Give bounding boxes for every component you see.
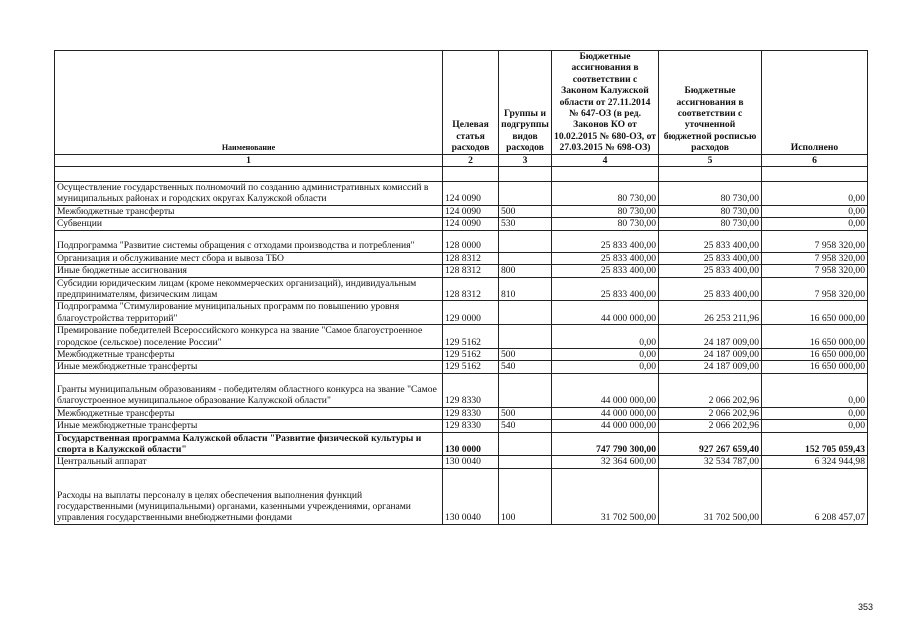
row-executed-amount: 6 324 944,98 — [762, 456, 868, 468]
row-target-code: 124 0090 — [443, 182, 499, 206]
row-executed-amount: 7 958 320,00 — [762, 277, 868, 301]
row-target-code: 128 8312 — [443, 277, 499, 301]
table-row — [55, 265, 868, 277]
row-refined-amount: 2 066 202,96 — [659, 420, 762, 432]
row-name: Иные бюджетные ассигнования — [55, 265, 443, 277]
row-refined-amount: 24 187 009,00 — [659, 361, 762, 373]
row-name: Подпрограмма "Стимулирование муниципальных программ по повышению уровня благоустройства территорий" — [55, 301, 443, 325]
table-row — [55, 301, 868, 325]
row-target-code: 129 8330 — [443, 407, 499, 419]
row-name: Центральный аппарат — [55, 456, 443, 468]
row-executed-amount: 7 958 320,00 — [762, 230, 868, 252]
row-expense-group — [499, 325, 552, 349]
header-group: Группы и подгруппы видов расходов — [499, 51, 552, 155]
table-row — [55, 432, 868, 456]
table-row — [55, 468, 868, 524]
row-executed-amount: 16 650 000,00 — [762, 348, 868, 360]
spacer-cell — [659, 167, 762, 182]
row-expense-group: 530 — [499, 218, 552, 230]
row-refined-amount: 2 066 202,96 — [659, 373, 762, 407]
row-executed-amount: 16 650 000,00 — [762, 301, 868, 325]
row-name: Межбюджетные трансферты — [55, 407, 443, 419]
row-refined-amount: 927 267 659,40 — [659, 432, 762, 456]
row-law-amount: 44 000 000,00 — [552, 420, 659, 432]
table-row — [55, 182, 868, 206]
row-name: Иные межбюджетные трансферты — [55, 361, 443, 373]
table-row — [55, 373, 868, 407]
row-target-code: 128 8312 — [443, 252, 499, 264]
spacer-cell — [499, 167, 552, 182]
row-target-code: 130 0040 — [443, 456, 499, 468]
row-law-amount: 80 730,00 — [552, 218, 659, 230]
row-refined-amount: 25 833 400,00 — [659, 265, 762, 277]
row-name: Субсидии юридическим лицам (кроме некоммерческих организаций), индивидуальным предпринимателям, физическим лицам — [55, 277, 443, 301]
row-expense-group: 100 — [499, 468, 552, 524]
row-expense-group — [499, 252, 552, 264]
row-executed-amount: 16 650 000,00 — [762, 361, 868, 373]
row-name: Иные межбюджетные трансферты — [55, 420, 443, 432]
row-expense-group — [499, 182, 552, 206]
row-law-amount: 32 364 600,00 — [552, 456, 659, 468]
row-refined-amount: 80 730,00 — [659, 182, 762, 206]
row-executed-amount: 0,00 — [762, 420, 868, 432]
table-row — [55, 218, 868, 230]
row-executed-amount: 0,00 — [762, 373, 868, 407]
row-law-amount: 25 833 400,00 — [552, 277, 659, 301]
row-refined-amount: 24 187 009,00 — [659, 325, 762, 349]
column-number-row — [55, 154, 868, 166]
row-law-amount: 25 833 400,00 — [552, 252, 659, 264]
table-row — [55, 205, 868, 217]
row-refined-amount: 31 702 500,00 — [659, 468, 762, 524]
row-target-code: 129 8330 — [443, 420, 499, 432]
row-refined-amount: 80 730,00 — [659, 218, 762, 230]
row-refined-amount: 2 066 202,96 — [659, 407, 762, 419]
row-target-code: 130 0040 — [443, 468, 499, 524]
spacer-cell — [55, 167, 443, 182]
row-refined-amount: 32 534 787,00 — [659, 456, 762, 468]
row-expense-group: 540 — [499, 361, 552, 373]
row-executed-amount: 152 705 059,43 — [762, 432, 868, 456]
row-name: Межбюджетные трансферты — [55, 205, 443, 217]
row-expense-group: 500 — [499, 407, 552, 419]
column-number: 6 — [762, 154, 868, 166]
row-target-code: 128 8312 — [443, 265, 499, 277]
header-law: Бюджетные ассигнования в соответствии с Законом Калужской области от 27.11.2014 № 647-ОЗ (в ред. Законов КО от 10.02.2015 № 680-ОЗ, от 27.03.2015 № 698-ОЗ) — [552, 51, 659, 155]
row-executed-amount: 0,00 — [762, 205, 868, 217]
row-name: Премирование победителей Всероссийского конкурса на звание "Самое благоустроенное городское (сельское) поселение России" — [55, 325, 443, 349]
row-law-amount: 747 790 300,00 — [552, 432, 659, 456]
row-refined-amount: 25 833 400,00 — [659, 277, 762, 301]
row-target-code: 129 8330 — [443, 373, 499, 407]
table-row — [55, 277, 868, 301]
row-target-code: 124 0090 — [443, 218, 499, 230]
header-executed: Исполнено — [762, 51, 868, 155]
row-law-amount: 0,00 — [552, 325, 659, 349]
row-executed-amount: 7 958 320,00 — [762, 265, 868, 277]
row-executed-amount: 0,00 — [762, 218, 868, 230]
row-name: Подпрограмма "Развитие системы обращения с отходами производства и потребления" — [55, 230, 443, 252]
column-number: 1 — [55, 154, 443, 166]
row-expense-group — [499, 456, 552, 468]
row-executed-amount: 16 650 000,00 — [762, 325, 868, 349]
column-number: 5 — [659, 154, 762, 166]
column-number: 2 — [443, 154, 499, 166]
table-row — [55, 407, 868, 419]
table-row — [55, 456, 868, 468]
row-name: Межбюджетные трансферты — [55, 348, 443, 360]
row-refined-amount: 26 253 211,96 — [659, 301, 762, 325]
spacer-cell — [443, 167, 499, 182]
row-law-amount: 25 833 400,00 — [552, 230, 659, 252]
row-law-amount: 25 833 400,00 — [552, 265, 659, 277]
row-name: Государственная программа Калужской области "Развитие физической культуры и спорта в Калужской области" — [55, 432, 443, 456]
row-law-amount: 44 000 000,00 — [552, 373, 659, 407]
column-number: 4 — [552, 154, 659, 166]
row-executed-amount: 0,00 — [762, 407, 868, 419]
row-expense-group — [499, 373, 552, 407]
row-executed-amount: 0,00 — [762, 182, 868, 206]
spacer-cell — [552, 167, 659, 182]
row-target-code: 129 5162 — [443, 361, 499, 373]
table-row — [55, 230, 868, 252]
table-row — [55, 348, 868, 360]
row-executed-amount: 6 208 457,07 — [762, 468, 868, 524]
row-expense-group: 500 — [499, 205, 552, 217]
row-law-amount: 44 000 000,00 — [552, 301, 659, 325]
row-expense-group: 540 — [499, 420, 552, 432]
table-row — [55, 361, 868, 373]
header-name: Наименование — [55, 51, 443, 155]
row-name: Гранты муниципальным образованиям - победителям областного конкурса на звание "Самое благоустроенное муниципальное образование Калужской области" — [55, 373, 443, 407]
row-target-code: 129 5162 — [443, 348, 499, 360]
table-row — [55, 325, 868, 349]
header-row — [55, 51, 868, 155]
row-refined-amount: 25 833 400,00 — [659, 230, 762, 252]
header-code: Целевая статья расходов — [443, 51, 499, 155]
row-refined-amount: 24 187 009,00 — [659, 348, 762, 360]
row-law-amount: 80 730,00 — [552, 205, 659, 217]
row-target-code: 130 0000 — [443, 432, 499, 456]
row-name: Субвенции — [55, 218, 443, 230]
row-name: Организация и обслуживание мест сбора и вывоза ТБО — [55, 252, 443, 264]
row-law-amount: 0,00 — [552, 348, 659, 360]
row-expense-group — [499, 301, 552, 325]
row-target-code: 129 5162 — [443, 325, 499, 349]
row-law-amount: 31 702 500,00 — [552, 468, 659, 524]
row-refined-amount: 25 833 400,00 — [659, 252, 762, 264]
row-law-amount: 80 730,00 — [552, 182, 659, 206]
header-refined: Бюджетные ассигнования в соответствии с уточненной бюджетной росписью расходов — [659, 51, 762, 155]
row-executed-amount: 7 958 320,00 — [762, 252, 868, 264]
row-law-amount: 44 000 000,00 — [552, 407, 659, 419]
spacer-row — [55, 167, 868, 182]
row-expense-group: 800 — [499, 265, 552, 277]
table-row — [55, 252, 868, 264]
row-name: Расходы на выплаты персоналу в целях обеспечения выполнения функций государственными (муниципальными) органами, казенными учреждениями, органами управления государственными внебюджетными фондами — [55, 468, 443, 524]
row-target-code: 128 0000 — [443, 230, 499, 252]
row-refined-amount: 80 730,00 — [659, 205, 762, 217]
budget-table — [54, 50, 868, 525]
row-law-amount: 0,00 — [552, 361, 659, 373]
row-expense-group: 810 — [499, 277, 552, 301]
row-expense-group: 500 — [499, 348, 552, 360]
row-name: Осуществление государственных полномочий по созданию административных комиссий в муниципальных районах и городских округах Калужской области — [55, 182, 443, 206]
row-target-code: 124 0090 — [443, 205, 499, 217]
column-number: 3 — [499, 154, 552, 166]
page-number: 353 — [858, 602, 874, 612]
row-expense-group — [499, 230, 552, 252]
table-row — [55, 420, 868, 432]
spacer-cell — [762, 167, 868, 182]
row-expense-group — [499, 432, 552, 456]
row-target-code: 129 0000 — [443, 301, 499, 325]
